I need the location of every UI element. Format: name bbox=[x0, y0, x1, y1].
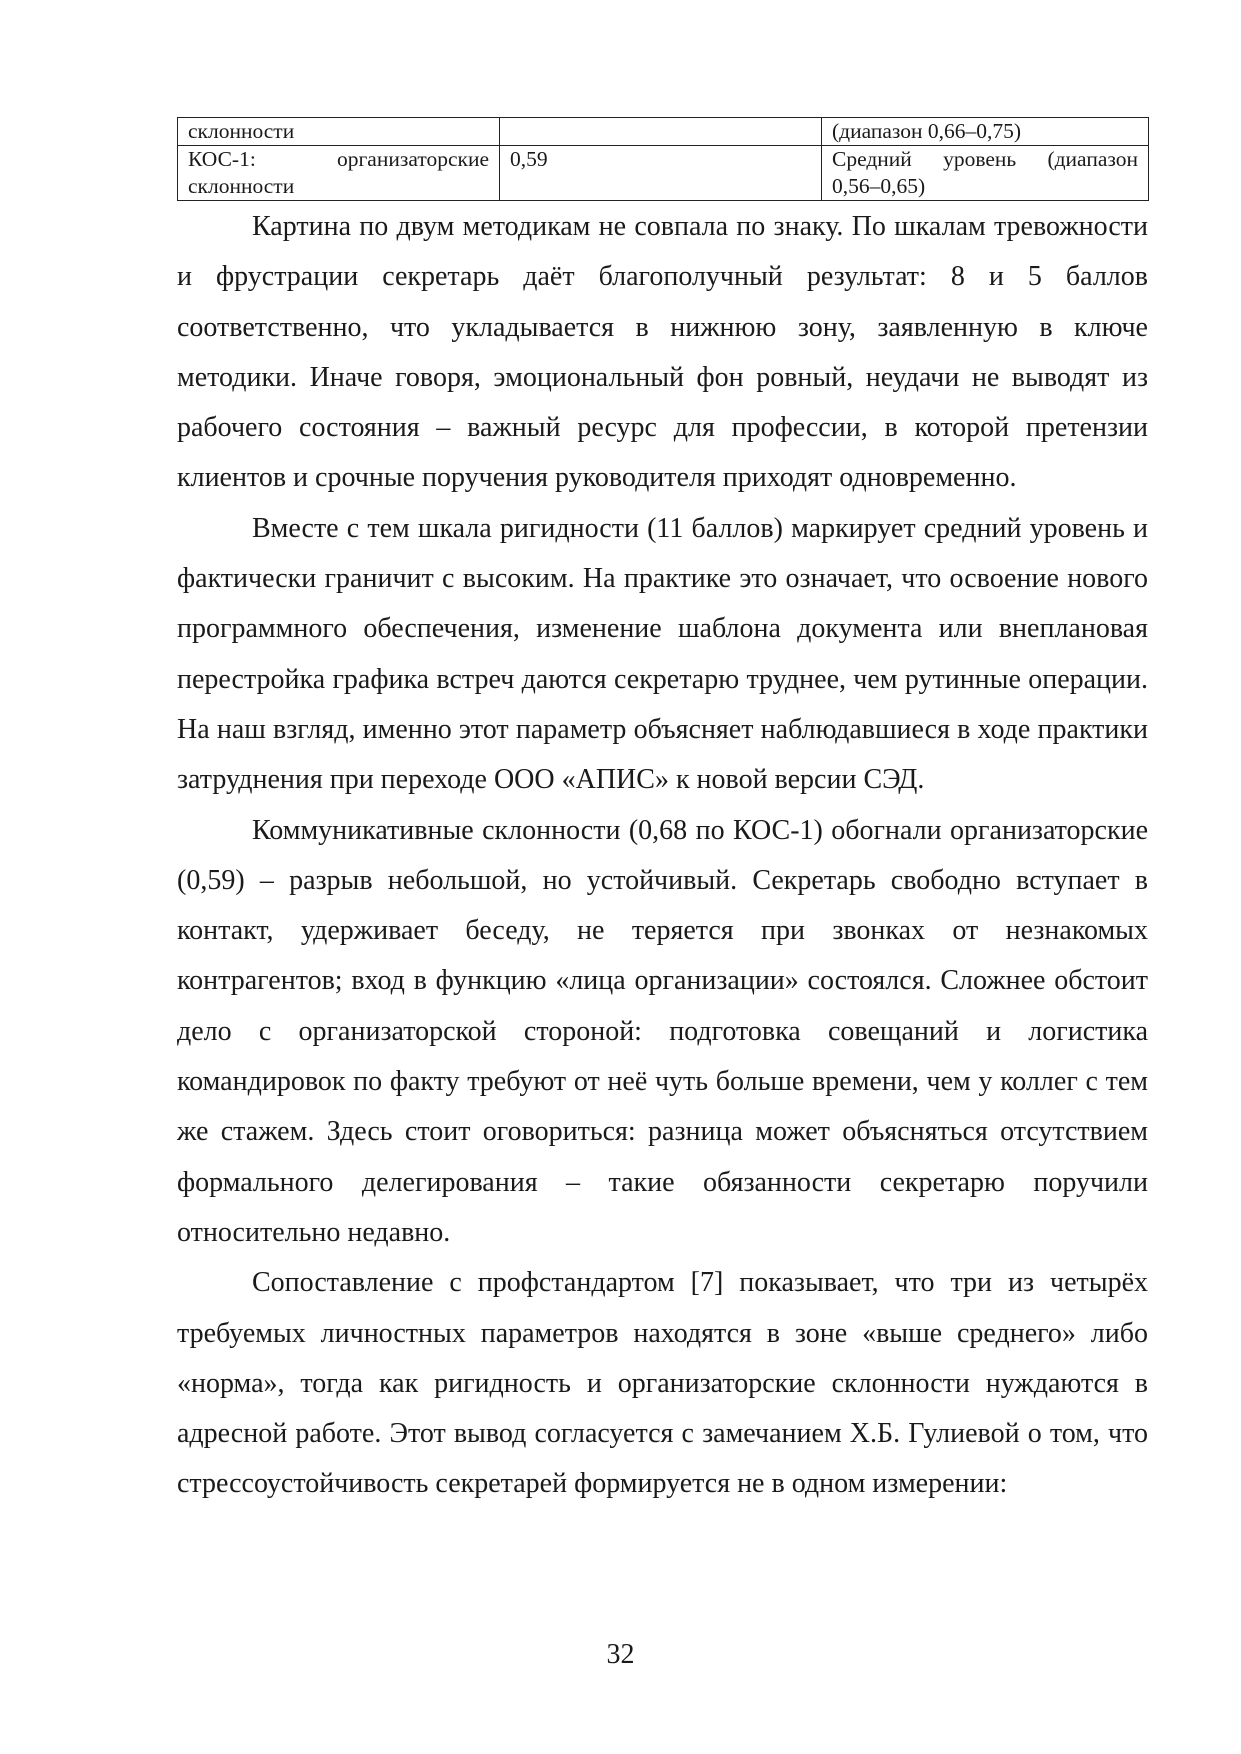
page-number: 32 bbox=[606, 1639, 635, 1670]
table-cell-scale: КОС-1: организаторские склонности bbox=[178, 146, 500, 201]
results-table bbox=[177, 117, 1149, 201]
body-text bbox=[177, 202, 1148, 1510]
table-row bbox=[178, 146, 1149, 201]
table-cell-value bbox=[500, 118, 822, 146]
paragraph: Коммуникативные склонности (0,68 по КОС-1) обогнали организаторские (0,59) – разрыв небольшой, но устойчивый. Секретарь свободно вступает в контакт, удерживает беседу, не теряется при звонках от незнакомых контрагентов; вход в функцию «лица организации» состоялся. Сложнее обстоит дело с организаторской стороной: подготовка совещаний и логистика командировок по факту требуют от неё чуть больше времени, чем у коллег с тем же стажем. Здесь стоит оговориться: разница может объясняться отсутствием формального делегирования – такие обязанности секретарю поручили относительно недавно. bbox=[177, 814, 1148, 1248]
table-cell-value: 0,59 bbox=[500, 146, 822, 201]
table-cell-level: (диапазон 0,66–0,75) bbox=[822, 118, 1149, 146]
paragraph: Картина по двум методикам не совпала по знаку. По шкалам тревожности и фрустрации секретарь даёт благополучный результат: 8 и 5 баллов соответственно, что укладывается в нижнюю зону, заявленную в ключе методики. Иначе говоря, эмоциональный фон ровный, неудачи не выводят из рабочего состояния – важный ресурс для профессии, в которой претензии клиентов и срочные поручения руководителя приходят одновременно. bbox=[177, 211, 1148, 494]
paragraph: Сопоставление с профстандартом [7] показывает, что три из четырёх требуемых личностных параметров находятся в зоне «выше среднего» либо «норма», тогда как ригидность и организаторские склонности нуждаются в адресной работе. Этот вывод согласуется с замечанием Х.Б. Гулиевой о том, что стрессоустойчивость секретарей формируется не в одном измерении: bbox=[177, 1267, 1148, 1500]
table-cell-scale: склонности bbox=[178, 118, 500, 146]
table-row bbox=[178, 118, 1149, 146]
table-cell-level: Средний уровень (диапазон 0,56–0,65) bbox=[822, 146, 1149, 201]
paragraph: Вместе с тем шкала ригидности (11 баллов) маркирует средний уровень и фактически граничит с высоким. На практике это означает, что освоение нового программного обеспечения, изменение шаблона документа или внеплановая перестройка графика встреч даются секретарю труднее, чем рутинные операции. На наш взгляд, именно этот параметр объясняет наблюдавшиеся в ходе практики затруднения при переходе ООО «АПИС» к новой версии СЭД. bbox=[177, 512, 1148, 796]
